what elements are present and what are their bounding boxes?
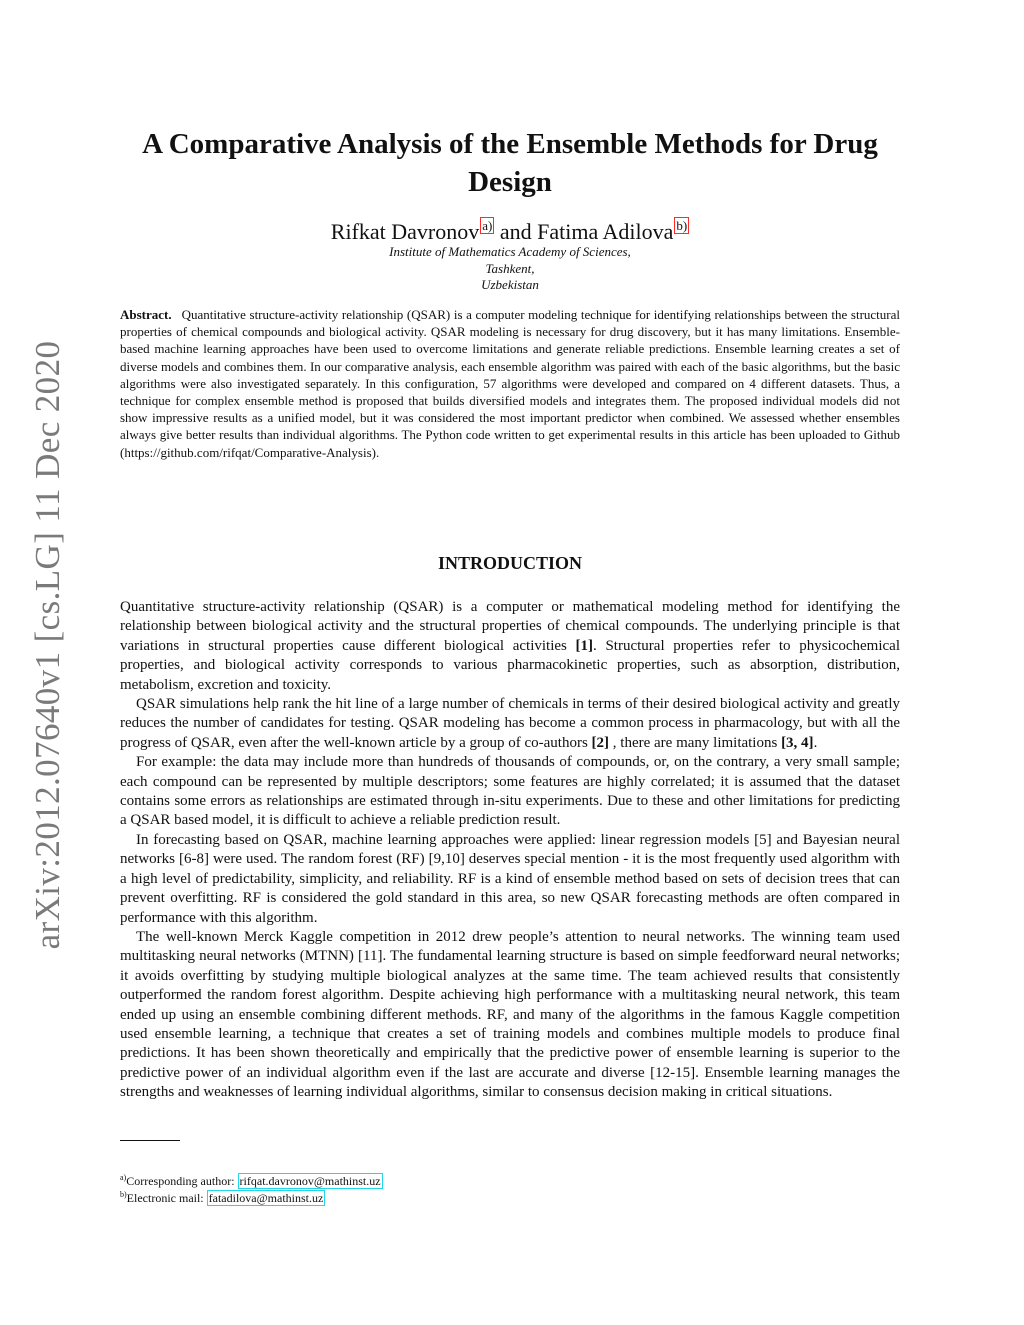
intro-paragraph-4: In forecasting based on QSAR, machine learning approaches were applied: linear regression models [5] and Bayesian neural networks [6-8] were used. The random forest (RF) [9,10] deserves special mention - it is the most frequently used algorithm with a high level of predictability, simplicity, and reliability. RF is a kind of ensemble method based on sets of decision trees that can prevent overfitting. RF is considered the gold standard in this area, so new QSAR forecasting methods are often compared in performance with this algorithm.	[120, 831, 900, 926]
citation-link-2[interactable]: [2]	[591, 734, 610, 751]
footnote-divider	[120, 1140, 180, 1141]
author-name-davronov: Rifkat Davronov	[330, 219, 480, 244]
affiliation	[120, 244, 900, 294]
arxiv-identifier: arXiv:2012.07640v1 [cs.LG] 11 Dec 2020	[28, 340, 67, 950]
citation-link-3-4[interactable]: [3, 4]	[781, 734, 814, 751]
footnote-b	[120, 1190, 900, 1207]
intro-p1-text-b: . Structural properties refer to physicochemical properties, and biological activity corresponds to various pharmacokinetic properties, such as absorption, distribution, metabolism, excretion and toxicity.	[120, 637, 900, 693]
abstract	[120, 306, 900, 461]
intro-paragraph-1	[120, 598, 900, 695]
author-name-adilova: Fatima Adilova	[537, 219, 674, 244]
affiliation-city: Tashkent,	[485, 260, 535, 276]
email-link-adilova[interactable]: fatadilova@mathinst.uz	[208, 1191, 324, 1205]
footnote-b-mark: b)	[120, 1190, 127, 1199]
email-link-davronov[interactable]: rifqat.davronov@mathinst.uz	[239, 1174, 381, 1188]
intro-p2-text-a: QSAR simulations help rank the hit line of a large number of chemicals in terms of their desired biological activity and greatly reduces the number of candidates for testing. QSAR modeling has become a common process in pharmacology, but with all the progress of QSAR, even after the well-known article by a group of co-authors	[120, 696, 900, 751]
intro-paragraph-3: For example: the data may include more than hundreds of thousands of compounds, or, on the contrary, a very small sample; each compound can be represented by multiple descriptors; some features are highly correlated; it is assumed that the dataset contains some errors as relationships are estimated through in-situ experiments. Due to these and other limitations for predicting a QSAR based model, it is difficult to achieve a reliable prediction result.	[120, 754, 900, 829]
footnote-link-a[interactable]: a)	[482, 218, 493, 233]
citation-link-1[interactable]: [1]	[575, 637, 594, 654]
footnote-a	[120, 1173, 900, 1190]
footnote-a-mark: a)	[120, 1173, 127, 1182]
abstract-label: Abstract.	[120, 307, 172, 322]
author-line	[120, 218, 900, 246]
intro-paragraph-5: The well-known Merck Kaggle competition in 2012 drew people’s attention to neural networks. The winning team used multitasking neural networks (MTNN) [11]. The fundamental learning structure is based on simple feedforward neural networks; it avoids overfitting by studying multiple biological analyzes at the same time. The team achieved results that consistently outperformed the random forest algorithm. Despite achieving high performance with a multitasking neural network, this team ended up using an ensemble combining different methods. RF, and many of the algorithms in the famous Kaggle competition used ensemble learning, a technique that creates a set of training models and combines multiple models to produce final predictions. It has been shown theoretically and empirically that the predictive power of ensemble learning is superior to the predictive power of an individual algorithm even if the last are accurate and diverse [12-15]. Ensemble learning manages the strengths and weaknesses of learning individual algorithms, similar to consensus decision making in critical situations.	[120, 928, 900, 1101]
footnote-a-label: Corresponding author:	[126, 1174, 238, 1188]
affiliation-institute: Institute of Mathematics Academy of Sciences,	[389, 244, 631, 259]
section-heading-introduction: INTRODUCTION	[437, 553, 583, 573]
intro-p1-text-a: Quantitative structure-activity relationship (QSAR) is a computer or mathematical modeling method for identifying the relationship between biological activity and the structural properties of chemical compounds. The underlying principle is that variations in structural properties cause different biological activities	[120, 599, 900, 654]
footnote-link-b[interactable]: b)	[676, 218, 688, 233]
intro-p2-text-c: .	[813, 734, 818, 751]
intro-p2-text-b: , there are many limitations	[609, 734, 782, 751]
abstract-text: Quantitative structure-activity relationship (QSAR) is a computer modeling technique for identifying relationships between the structural properties of chemical compounds and biological activity. QSAR modeling is necessary for drug discovery, but it has many limitations. Ensemble-based machine learning approaches have been used to overcome limitations and generate reliable predictions. Ensemble learning creates a set of diverse models and combines them. In our comparative analysis, each ensemble algorithm was paired with each of the basic algorithms, but the basic algorithms were also investigated separately. In this configuration, 57 algorithms were developed and compared on 4 different datasets. Thus, a technique for complex ensemble method is proposed that builds diversified models and integrates them. The proposed individual models did not show impressive results as a unified model, but it was considered the most important predictor when combined. We assessed whether ensembles always give better results than individual algorithms. The Python code written to get experimental results in this article has been uploaded to Github (https://github.com/rifqat/Comparative-Analysis).	[120, 307, 900, 460]
footnotes	[120, 1173, 900, 1207]
author-conjunction: and	[494, 219, 538, 244]
affiliation-country: Uzbekistan	[481, 277, 539, 292]
footnote-b-label: Electronic mail:	[126, 1191, 207, 1205]
paper-title: A Comparative Analysis of the Ensemble Methods for Drug Design	[142, 128, 878, 198]
intro-paragraph-2	[120, 695, 900, 753]
introduction-body	[120, 598, 900, 1103]
